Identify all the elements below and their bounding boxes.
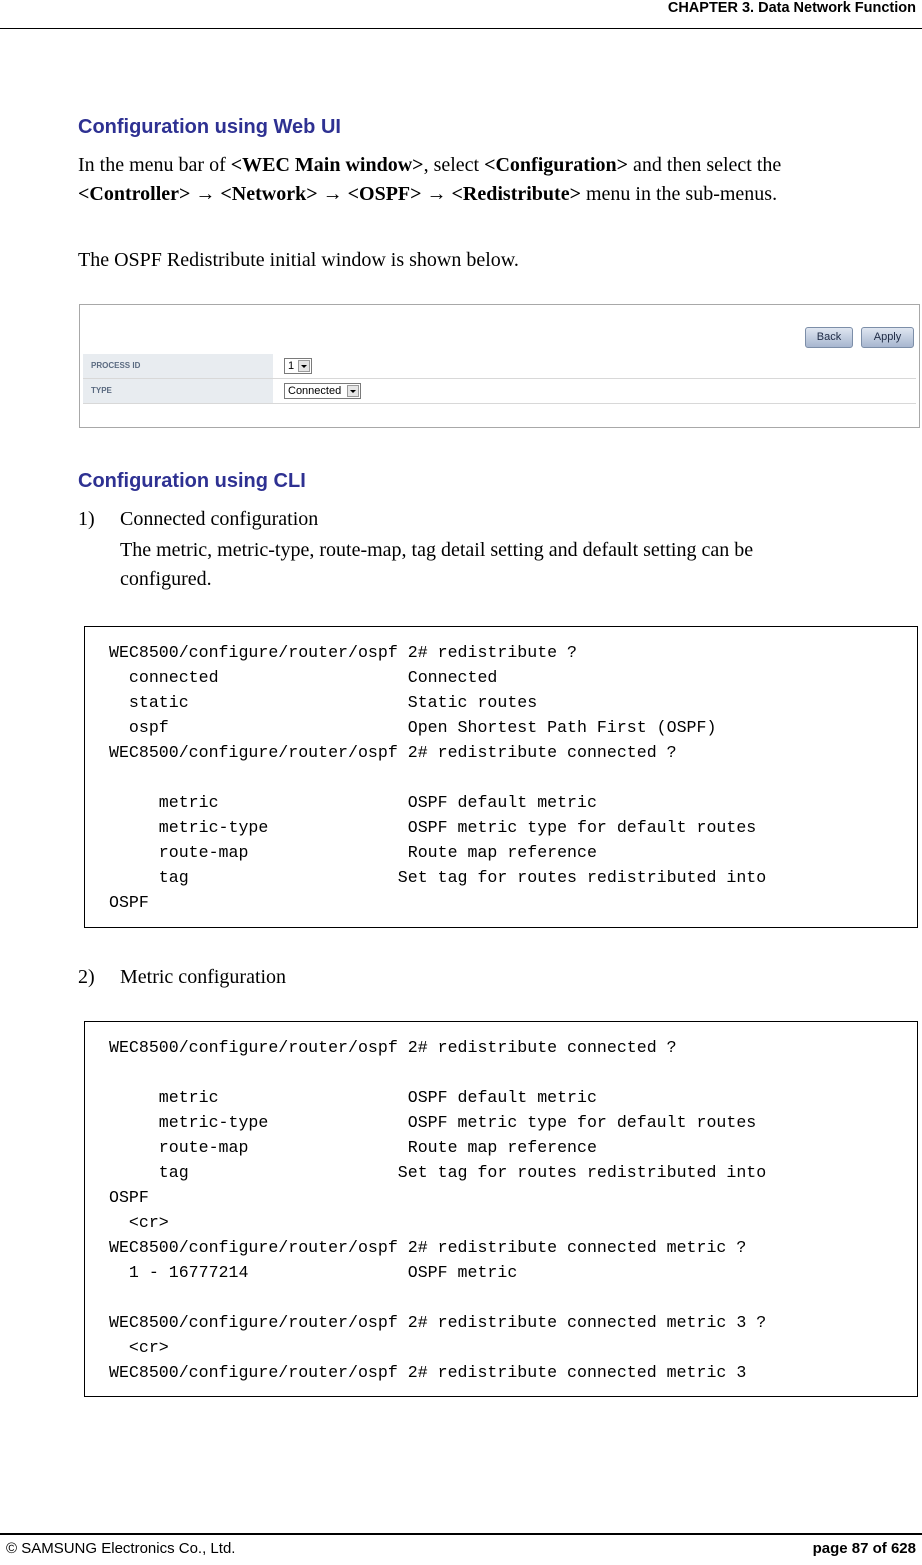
code-line: OSPF [109, 893, 149, 912]
page-header [0, 0, 922, 29]
code-line: WEC8500/configure/router/ospf 2# redistribute connected metric 3 ? [109, 1313, 767, 1332]
process-id-row [83, 354, 916, 379]
code-line: metric-type OSPF metric type for default routes [109, 818, 757, 837]
code-line: route-map Route map reference [109, 843, 597, 862]
text: , select [423, 154, 485, 176]
code-line: static Static routes [109, 693, 538, 712]
chevron-down-icon [347, 385, 359, 397]
item1-title: Connected configuration [120, 508, 319, 530]
type-value: Connected [288, 385, 342, 397]
web-ui-para-2 [78, 180, 777, 208]
code-line: OSPF [109, 1188, 149, 1207]
menu-ref-redistribute: <Redistribute> [446, 183, 581, 205]
menu-ref-ospf: <OSPF> [342, 183, 427, 205]
code-block-connected [84, 626, 918, 928]
code-line: route-map Route map reference [109, 1138, 597, 1157]
apply-button[interactable]: Apply [861, 327, 914, 348]
web-ui-heading: Configuration using Web UI [78, 116, 341, 138]
footer-copyright: © SAMSUNG Electronics Co., Ltd. [6, 1540, 236, 1557]
code-line: <cr> [109, 1213, 169, 1232]
code-block-metric [84, 1021, 918, 1397]
code-line: metric OSPF default metric [109, 793, 597, 812]
chevron-down-icon [298, 360, 310, 372]
arrow-icon: → [195, 183, 216, 205]
process-id-label: PROCESS ID [83, 354, 273, 378]
item1-number: 1) [78, 508, 95, 530]
code-line: ospf Open Shortest Path First (OSPF) [109, 718, 717, 737]
item2-number: 2) [78, 966, 95, 988]
item1-desc-line-1: The metric, metric-type, route-map, tag detail setting and default setting can be [120, 539, 754, 561]
ospf-redistribute-window [79, 304, 920, 428]
code-line: WEC8500/configure/router/ospf 2# redistribute connected metric ? [109, 1238, 747, 1257]
web-ui-para-3: The OSPF Redistribute initial window is shown below. [78, 249, 519, 271]
text: and then select the [628, 154, 782, 176]
code-line: WEC8500/configure/router/ospf 2# redistribute connected metric 3 [109, 1363, 747, 1382]
process-id-value: 1 [288, 360, 295, 372]
code-line: tag Set tag for routes redistributed into [109, 1163, 767, 1182]
cli-heading: Configuration using CLI [78, 470, 306, 492]
chapter-title: CHAPTER 3. Data Network Function [667, 0, 916, 16]
arrow-icon: → [426, 183, 447, 205]
footer-divider [0, 1533, 922, 1535]
text: menu in the sub-menus. [580, 183, 778, 205]
menu-ref-main-window: <WEC Main window> [230, 154, 424, 176]
item1-desc-line-2: configured. [120, 568, 212, 590]
code-line: tag Set tag for routes redistributed into [109, 868, 767, 887]
code-line: <cr> [109, 1338, 169, 1357]
menu-ref-network: <Network> [215, 183, 323, 205]
type-label: TYPE [83, 379, 273, 403]
code-line: WEC8500/configure/router/ospf 2# redistribute ? [109, 643, 578, 662]
item2-title: Metric configuration [120, 966, 287, 988]
arrow-icon: → [322, 183, 343, 205]
code-line: metric-type OSPF metric type for default routes [109, 1113, 757, 1132]
menu-ref-configuration: <Configuration> [484, 154, 629, 176]
type-row [83, 379, 916, 404]
code-line: WEC8500/configure/router/ospf 2# redistribute connected ? [109, 743, 677, 762]
code-line: metric OSPF default metric [109, 1088, 597, 1107]
web-ui-para-1 [78, 151, 781, 179]
text: In the menu bar of [78, 154, 231, 176]
type-select[interactable] [284, 383, 361, 399]
process-id-select[interactable] [284, 358, 312, 374]
back-button[interactable]: Back [805, 327, 853, 348]
code-line: connected Connected [109, 668, 498, 687]
divider [83, 403, 916, 404]
code-line: 1 - 16777214 OSPF metric [109, 1263, 518, 1282]
footer-page-number: page 87 of 628 [812, 1540, 916, 1557]
menu-ref-controller: <Controller> [78, 183, 196, 205]
code-line: WEC8500/configure/router/ospf 2# redistribute connected ? [109, 1038, 677, 1057]
